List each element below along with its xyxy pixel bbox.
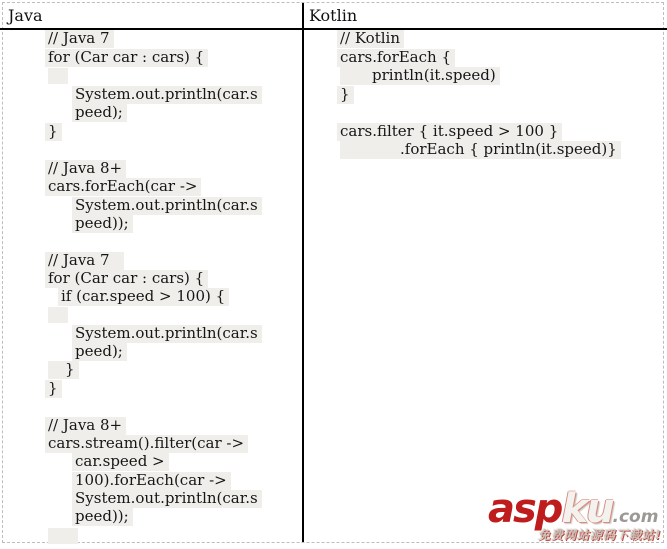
code-line: // Java 8+ [45,160,126,178]
code-line: // Java 7 [45,30,114,48]
watermark [488,486,664,546]
code-line: 100).forEach(car -> [72,472,231,490]
watermark-brand-tld: .com [612,507,659,527]
column-divider [302,3,304,542]
code-line: } [48,361,79,379]
code-line: // Java 7 [45,252,124,270]
code-line: if (car.speed > 100) { [58,288,229,306]
code-line: // Kotlin [337,30,404,48]
indent-highlight [48,307,68,323]
code-line: .forEach { println(it.speed)} [340,141,621,159]
watermark-brand-ku: ku [561,486,613,532]
code-line: for (Car car : cars) { [45,270,208,288]
indent-highlight [48,528,78,544]
code-line: } [45,380,62,398]
code-line: peed); [72,343,127,361]
code-line: System.out.println(car.s [72,325,262,343]
code-line: System.out.println(car.s [72,86,262,104]
watermark-brand-asp: asp [488,486,562,532]
code-line: System.out.println(car.s [72,490,262,508]
code-line: println(it.speed) [340,67,500,85]
code-line: for (Car car : cars) { [45,49,208,67]
code-line: } [337,86,354,104]
indent-highlight [48,68,68,84]
code-line: cars.forEach(car -> [45,178,201,196]
code-line: System.out.println(car.s [72,197,262,215]
code-line: peed)); [72,215,133,233]
watermark-tagline: 免费网站源码下载站! [538,528,662,542]
code-line: cars.filter { it.speed > 100 } [337,123,562,141]
code-line: cars.forEach { [337,49,455,67]
code-line: } [45,123,62,141]
code-line: // Java 8+ [45,417,126,435]
code-line: peed); [72,104,127,122]
code-line: peed)); [72,508,133,526]
column-header-java: Java [8,6,43,25]
code-line: cars.stream().filter(car -> [45,435,248,453]
column-header-kotlin: Kotlin [309,6,358,25]
code-line: car.speed > [72,453,169,471]
